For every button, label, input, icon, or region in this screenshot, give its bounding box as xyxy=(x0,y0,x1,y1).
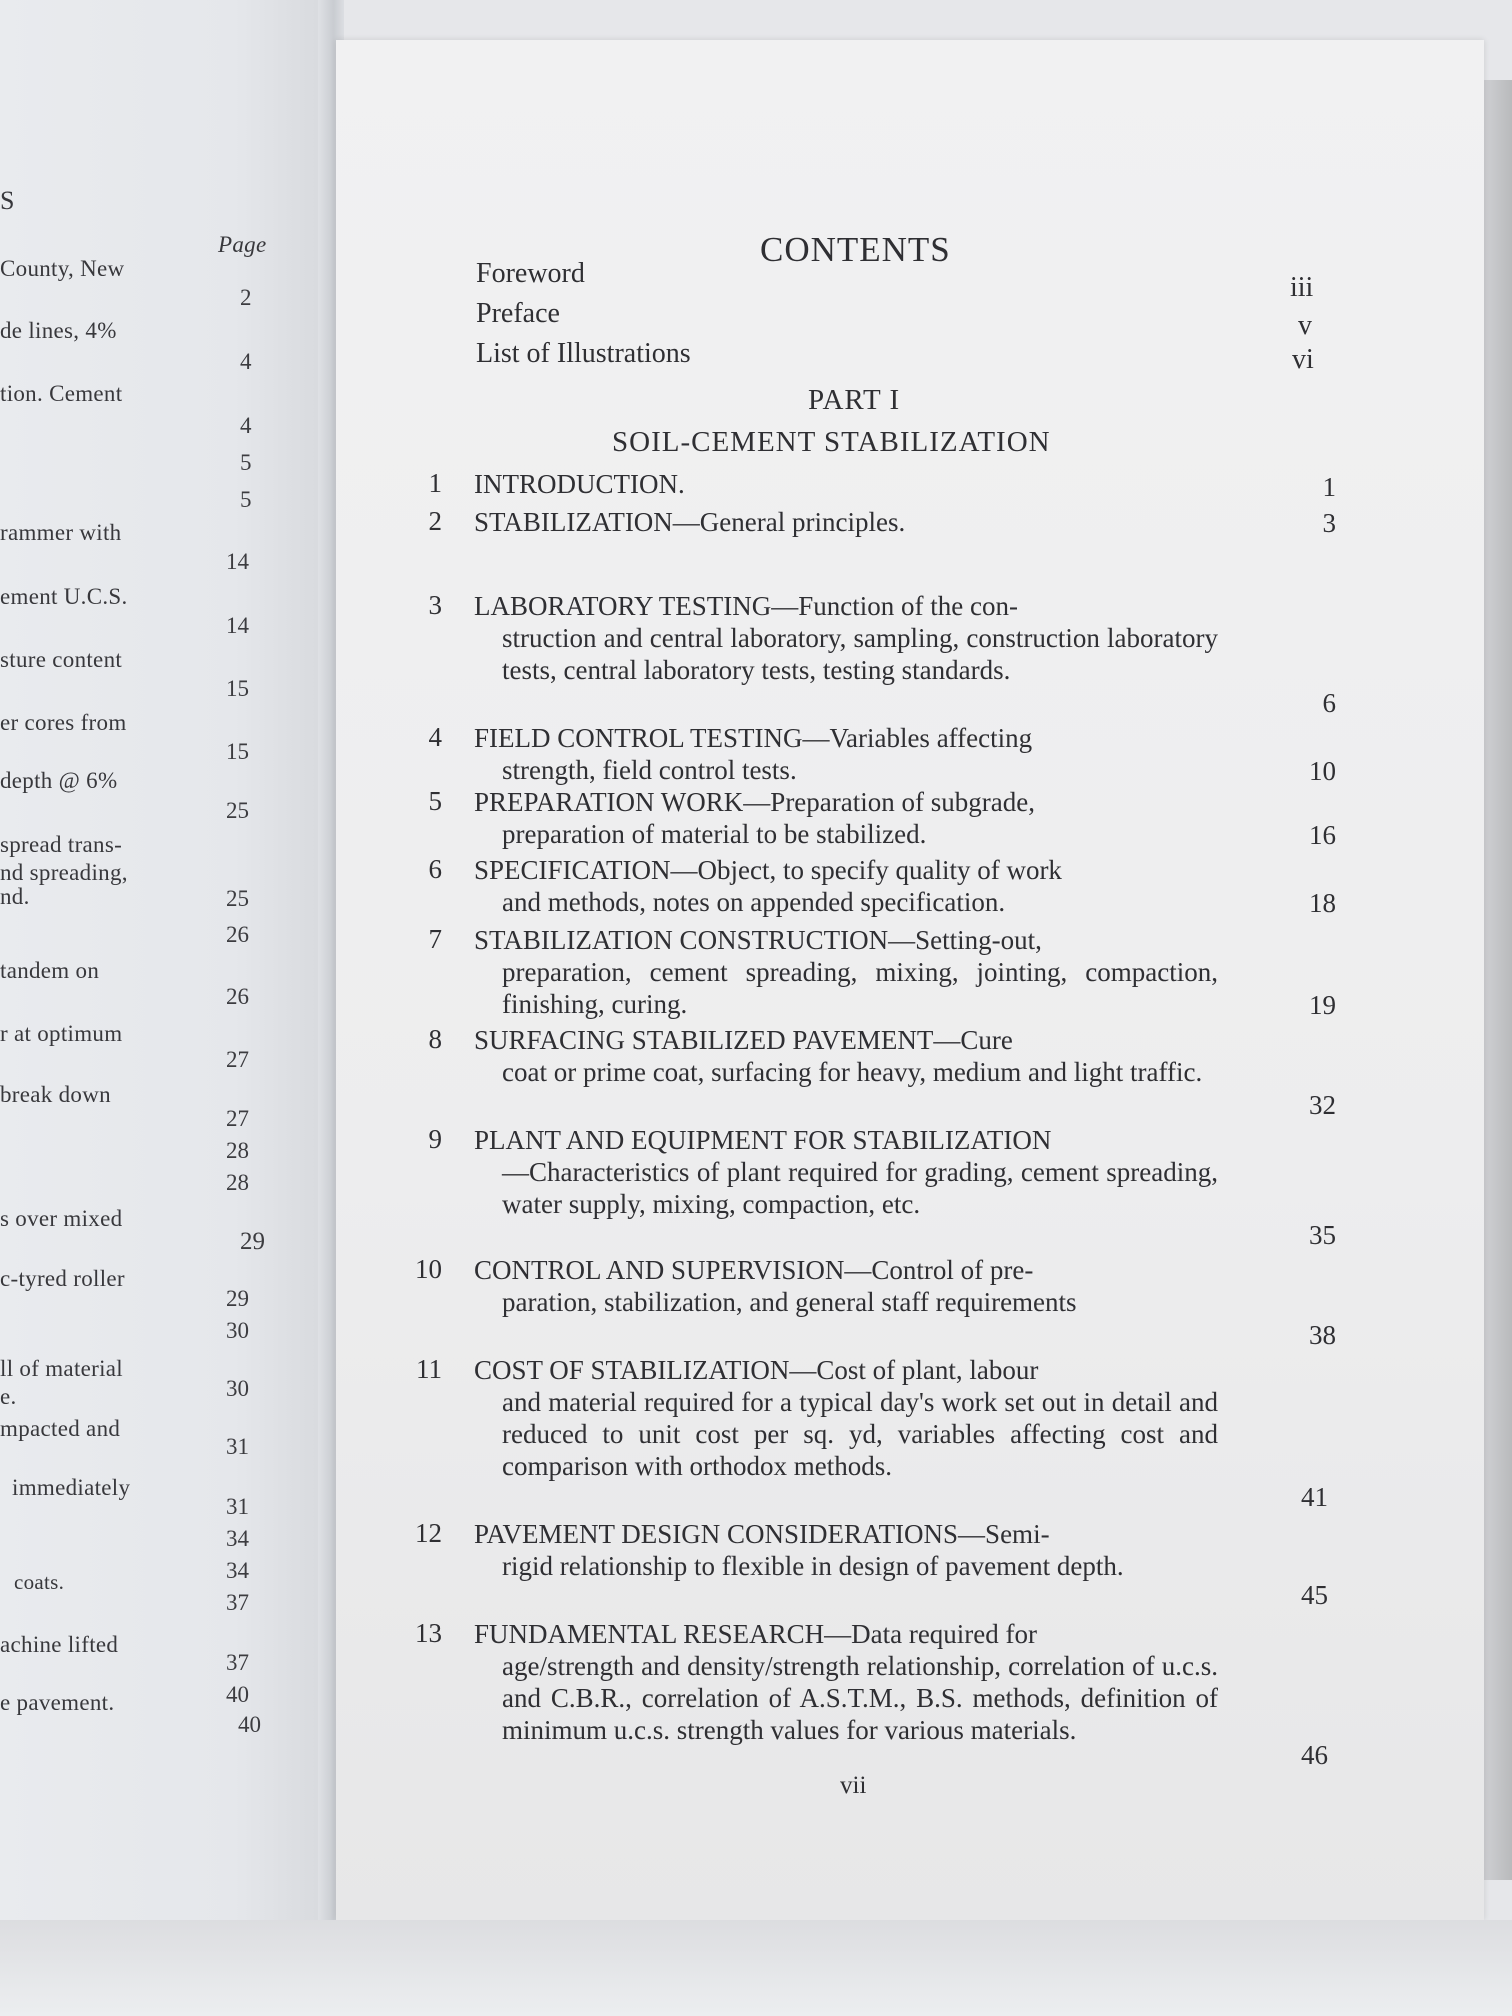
page-title: CONTENTS xyxy=(760,230,951,269)
chapter-title: SPECIFICATION—Object, to specify quality of work xyxy=(474,855,1062,885)
list-item-text: mpacted and xyxy=(0,1416,121,1441)
chapter-title: LABORATORY TESTING—Function of the con- xyxy=(474,591,1018,621)
chapter-number: 3 xyxy=(428,590,442,620)
front-matter-page: vi xyxy=(1292,344,1314,375)
list-item-page: 5 xyxy=(240,487,252,512)
part-heading: PART I xyxy=(808,384,901,416)
chapter-description: struction and central laboratory, sampling, construction laboratory tests, central laboratory tests, testing standards. xyxy=(502,623,1218,685)
chapter-page: 10 xyxy=(1309,756,1336,786)
front-matter-label: Foreword xyxy=(476,258,585,289)
chapter-entry xyxy=(474,506,1218,538)
chapter-entry xyxy=(474,1124,1218,1220)
right-page xyxy=(336,40,1484,1920)
list-item-text: immediately xyxy=(12,1475,131,1500)
list-item-page: 28 xyxy=(226,1170,249,1195)
chapter-number: 5 xyxy=(428,786,442,816)
chapter-entry xyxy=(474,722,1218,786)
chapter-page: 19 xyxy=(1309,990,1336,1020)
chapter-number: 11 xyxy=(416,1354,442,1384)
chapter-description: preparation, cement spreading, mixing, jointing, compaction, finishing, curing. xyxy=(502,957,1218,1019)
page-edge xyxy=(1484,80,1512,1880)
front-matter-page: v xyxy=(1298,310,1312,341)
list-item-text: sture content xyxy=(0,647,123,672)
list-item-text: ll of material xyxy=(0,1356,123,1381)
list-item-text: ement U.C.S. xyxy=(0,584,128,609)
list-item-page: 4 xyxy=(240,413,252,438)
chapter-page: 1 xyxy=(1322,472,1336,502)
left-header-fragment: S xyxy=(0,186,15,215)
chapter-page: 18 xyxy=(1309,888,1336,918)
chapter-entry xyxy=(474,1618,1218,1746)
chapter-description: and methods, notes on appended specification. xyxy=(502,887,1006,917)
list-item-page: 34 xyxy=(226,1558,249,1583)
chapter-entry xyxy=(474,924,1218,1020)
chapter-number: 10 xyxy=(415,1254,442,1284)
part-title: SOIL-CEMENT STABILIZATION xyxy=(612,426,1051,458)
chapter-page: 35 xyxy=(1309,1220,1336,1250)
list-item-page: 40 xyxy=(238,1712,261,1737)
list-item-page: 4 xyxy=(240,349,252,374)
chapter-entry xyxy=(474,1518,1218,1582)
chapter-entry xyxy=(474,854,1218,918)
chapter-description: strength, field control tests. xyxy=(502,755,797,785)
chapter-page: 38 xyxy=(1309,1320,1336,1350)
list-item-text: de lines, 4% xyxy=(0,318,117,343)
chapter-entry xyxy=(474,590,1218,686)
list-item-page: 30 xyxy=(226,1318,249,1343)
list-item-page: 25 xyxy=(226,886,249,911)
chapter-title: SURFACING STABILIZED PAVEMENT—Cure xyxy=(474,1025,1013,1055)
list-item-page: 31 xyxy=(226,1494,249,1519)
list-item-page: 27 xyxy=(226,1106,249,1131)
list-item-page: 5 xyxy=(240,450,252,475)
chapter-description: age/strength and density/strength relationship, correlation of u.c.s. and C.B.R., correlation of A.S.T.M., B.S. methods, definition of minimum u.c.s. strength values for various materials. xyxy=(502,1651,1218,1745)
list-item-page: 31 xyxy=(226,1434,249,1459)
chapter-description: preparation of material to be stabilized. xyxy=(502,819,927,849)
chapter-entry xyxy=(474,1254,1218,1318)
chapter-title: FIELD CONTROL TESTING—Variables affecting xyxy=(474,723,1033,753)
list-item-page: 29 xyxy=(240,1228,265,1255)
list-item-text: er cores from xyxy=(0,710,127,735)
chapter-page: 3 xyxy=(1322,508,1336,538)
chapter-page: 41 xyxy=(1301,1482,1328,1512)
chapter-page: 6 xyxy=(1322,688,1336,718)
list-item-text: c-tyred roller xyxy=(0,1266,125,1291)
chapter-entry xyxy=(474,1354,1218,1482)
front-matter-label: Preface xyxy=(476,298,560,329)
chapter-title: STABILIZATION—General principles. xyxy=(474,507,906,537)
chapter-description: —Characteristics of plant required for grading, cement spreading, water supply, mixing, compaction, etc. xyxy=(502,1157,1218,1219)
list-item-text: coats. xyxy=(14,1570,65,1594)
page-folio: vii xyxy=(840,1772,867,1799)
chapter-title: STABILIZATION CONSTRUCTION—Setting-out, xyxy=(474,925,1042,955)
list-item-page: 26 xyxy=(226,984,249,1009)
chapter-number: 12 xyxy=(415,1518,442,1548)
chapter-description: coat or prime coat, surfacing for heavy, medium and light traffic. xyxy=(502,1057,1203,1087)
chapter-title: COST OF STABILIZATION—Cost of plant, labour xyxy=(474,1355,1039,1385)
chapter-number: 9 xyxy=(428,1124,442,1154)
page-column-heading: Page xyxy=(218,232,267,257)
list-item-page: 25 xyxy=(226,798,249,823)
list-item-text: achine lifted xyxy=(0,1632,119,1657)
chapter-title: PREPARATION WORK—Preparation of subgrade, xyxy=(474,787,1035,817)
list-item-page: 29 xyxy=(226,1286,249,1311)
front-matter-label: List of Illustrations xyxy=(476,338,691,369)
chapter-description: and material required for a typical day's work set out in detail and reduced to unit cost per sq. yd, variables affecting cost and comparison with orthodox methods. xyxy=(502,1387,1218,1481)
chapter-title: PAVEMENT DESIGN CONSIDERATIONS—Semi- xyxy=(474,1519,1050,1549)
chapter-number: 2 xyxy=(428,506,442,536)
chapter-title: PLANT AND EQUIPMENT FOR STABILIZATION xyxy=(474,1125,1052,1155)
list-item-text: County, New xyxy=(0,256,125,281)
chapter-page: 45 xyxy=(1301,1580,1328,1610)
chapter-title: FUNDAMENTAL RESEARCH—Data required for xyxy=(474,1619,1038,1649)
left-page xyxy=(0,0,336,2016)
chapter-number: 4 xyxy=(428,722,442,752)
chapter-title: INTRODUCTION. xyxy=(474,469,685,499)
chapter-page: 16 xyxy=(1309,820,1336,850)
chapter-page: 32 xyxy=(1309,1090,1336,1120)
front-matter-page: iii xyxy=(1290,272,1314,303)
list-item-text: break down xyxy=(0,1082,111,1107)
list-item-text: rammer with xyxy=(0,520,122,545)
list-item-page: 30 xyxy=(226,1376,249,1401)
chapter-description: rigid relationship to flexible in design of pavement depth. xyxy=(502,1551,1124,1581)
list-item-text: spread trans- xyxy=(0,832,123,857)
list-item-page: 28 xyxy=(226,1138,249,1163)
list-item-page: 14 xyxy=(226,613,249,638)
chapter-entry xyxy=(474,1024,1218,1088)
list-item-page: 15 xyxy=(226,676,249,701)
list-item-page: 14 xyxy=(226,549,249,574)
chapter-number: 8 xyxy=(428,1024,442,1054)
list-item-text: nd spreading, xyxy=(0,860,128,885)
list-item-text: tandem on xyxy=(0,958,100,983)
list-item-text: nd. xyxy=(0,884,30,909)
list-item-text: s over mixed xyxy=(0,1206,123,1231)
list-item-page: 15 xyxy=(226,739,249,764)
list-item-page: 40 xyxy=(226,1682,249,1707)
chapter-number: 6 xyxy=(428,854,442,884)
list-item-text: tion. Cement xyxy=(0,381,123,406)
list-item-page: 2 xyxy=(240,285,252,310)
list-item-page: 34 xyxy=(226,1526,249,1551)
chapter-number: 7 xyxy=(428,924,442,954)
list-item-page: 27 xyxy=(226,1047,249,1072)
chapter-number: 13 xyxy=(415,1618,442,1648)
list-item-page: 37 xyxy=(226,1590,249,1615)
chapter-page: 46 xyxy=(1301,1740,1328,1770)
chapter-entry xyxy=(474,468,1218,500)
chapter-entry xyxy=(474,786,1218,850)
list-item-text: e. xyxy=(0,1384,17,1409)
chapter-number: 1 xyxy=(428,468,442,498)
table-surface xyxy=(0,1920,1512,2016)
list-item-text: e pavement. xyxy=(0,1690,115,1715)
chapter-title: CONTROL AND SUPERVISION—Control of pre- xyxy=(474,1255,1034,1285)
list-item-page: 37 xyxy=(226,1650,249,1675)
list-item-text: r at optimum xyxy=(0,1021,123,1046)
chapter-description: paration, stabilization, and general staff requirements xyxy=(502,1287,1077,1317)
list-item-text: depth @ 6% xyxy=(0,768,118,793)
list-item-page: 26 xyxy=(226,922,249,947)
